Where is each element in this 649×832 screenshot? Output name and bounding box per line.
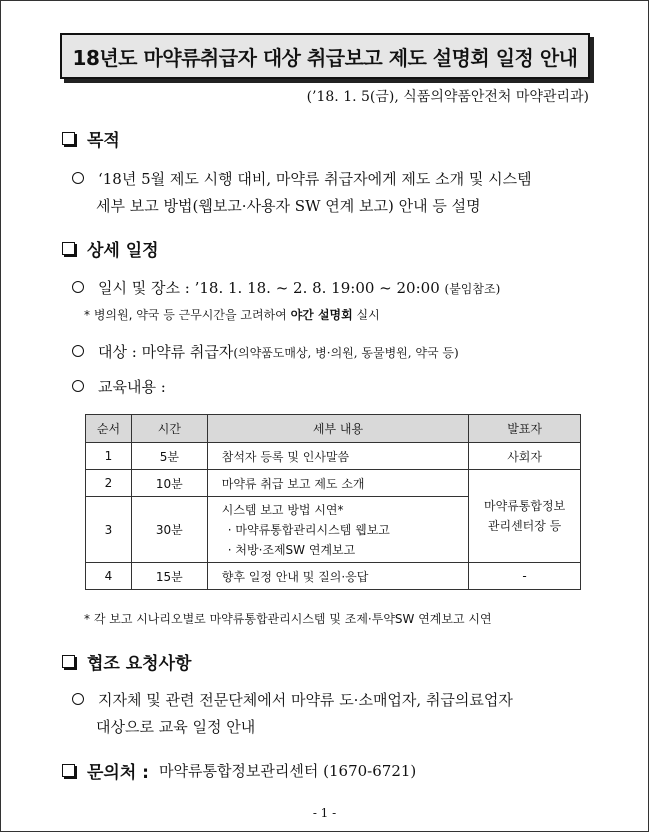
cell-presenter-merged bbox=[469, 470, 581, 563]
purpose-line-2: 세부 보고 방법(웹보고·사용자 SW 연계 보고) 안내 등 설명 bbox=[96, 197, 481, 215]
datetime-note: (붙임참조) bbox=[444, 282, 501, 296]
section-contact bbox=[62, 758, 416, 783]
contact-value: 마약류통합정보관리센터 (1670-6721) bbox=[158, 762, 417, 780]
cell-no: 2 bbox=[86, 470, 132, 497]
circle-bullet-icon bbox=[72, 345, 84, 357]
schedule-table bbox=[85, 414, 581, 590]
note-bold: 야간 설명회 bbox=[290, 308, 353, 322]
checkbox-square-icon bbox=[62, 132, 75, 145]
detail-line: · 마약류통합관리시스템 웹보고 bbox=[227, 522, 390, 537]
section-purpose-heading: 목적 bbox=[87, 131, 120, 151]
header-detail: 세부 내용 bbox=[207, 415, 468, 443]
page-number: - 1 - bbox=[312, 806, 337, 820]
cooperation-line-2: 대상으로 교육 일정 안내 bbox=[96, 718, 256, 736]
content-label: 교육내용 : bbox=[98, 378, 166, 396]
presenter-line-2: 관리센터장 등 bbox=[487, 519, 562, 533]
table-footnote: * 각 보고 시나리오별로 마약류통합관리시스템 및 조제·투약SW 연계보고 시연 bbox=[84, 612, 492, 626]
header-presenter: 발표자 bbox=[469, 415, 581, 443]
circle-bullet-icon bbox=[72, 380, 84, 392]
circle-bullet-icon bbox=[72, 172, 84, 184]
header-time: 시간 bbox=[131, 415, 207, 443]
cooperation-line-1 bbox=[72, 689, 513, 710]
title-box bbox=[60, 33, 590, 79]
schedule-note bbox=[84, 306, 380, 323]
target-note: (의약품도매상, 병·의원, 동물병원, 약국 등) bbox=[233, 346, 459, 360]
datetime-label: 일시 및 장소 : bbox=[98, 279, 190, 297]
cell-no: 1 bbox=[86, 443, 132, 470]
purpose-line-1 bbox=[72, 168, 532, 189]
section-contact-heading: 문의처 : bbox=[87, 763, 149, 783]
table-header-row bbox=[86, 415, 581, 443]
checkbox-square-icon bbox=[62, 764, 75, 777]
section-schedule bbox=[62, 236, 159, 261]
section-cooperation bbox=[62, 649, 191, 674]
cell-presenter: - bbox=[469, 563, 581, 590]
cell-no: 3 bbox=[86, 497, 132, 563]
note-suffix: 실시 bbox=[352, 308, 380, 322]
cell-detail: 마약류 취급 보고 제도 소개 bbox=[207, 470, 468, 497]
circle-bullet-icon bbox=[72, 281, 84, 293]
presenter-line-1: 마약류통합정보 bbox=[484, 499, 566, 513]
purpose-text-1: ‘18년 5월 제도 시행 대비, 마약류 취급자에게 제도 소개 및 시스템 bbox=[98, 170, 532, 188]
cell-detail: 참석자 등록 및 인사말씀 bbox=[207, 443, 468, 470]
cell-detail bbox=[207, 497, 468, 563]
cell-presenter: 사회자 bbox=[469, 443, 581, 470]
target-label: 대상 : bbox=[98, 343, 137, 361]
section-cooperation-heading: 협조 요청사항 bbox=[87, 654, 192, 674]
header-no: 순서 bbox=[86, 415, 132, 443]
section-schedule-heading: 상세 일정 bbox=[87, 241, 159, 261]
cell-time: 5분 bbox=[131, 443, 207, 470]
source-line: (’18. 1. 5(금), 식품의약품안전처 마약관리과) bbox=[306, 89, 589, 105]
schedule-content bbox=[72, 376, 166, 397]
detail-line: · 처방·조제SW 연계보고 bbox=[227, 542, 356, 557]
checkbox-square-icon bbox=[62, 242, 75, 255]
cell-time: 30분 bbox=[131, 497, 207, 563]
checkbox-square-icon bbox=[62, 655, 75, 668]
schedule-datetime bbox=[72, 277, 500, 298]
target-value: 마약류 취급자 bbox=[141, 343, 234, 361]
cell-no: 4 bbox=[86, 563, 132, 590]
cell-time: 15분 bbox=[131, 563, 207, 590]
table-row bbox=[86, 470, 581, 497]
datetime-value: ’18. 1. 18. ~ 2. 8. 19:00 ~ 20:00 bbox=[194, 279, 440, 297]
detail-line: 시스템 보고 방법 시연* bbox=[221, 502, 344, 517]
note-prefix: * 병의원, 약국 등 근무시간을 고려하여 bbox=[84, 308, 291, 322]
table-row bbox=[86, 563, 581, 590]
cooperation-text-1: 지자체 및 관련 전문단체에서 마약류 도·소매업자, 취급의료업자 bbox=[98, 691, 513, 709]
section-purpose bbox=[62, 126, 120, 151]
cell-detail: 향후 일정 안내 및 질의·응답 bbox=[207, 563, 468, 590]
table-row bbox=[86, 443, 581, 470]
cell-time: 10분 bbox=[131, 470, 207, 497]
document-title: 18년도 마약류취급자 대상 취급보고 제도 설명회 일정 안내 bbox=[72, 45, 578, 70]
schedule-target bbox=[72, 341, 459, 362]
circle-bullet-icon bbox=[72, 693, 84, 705]
